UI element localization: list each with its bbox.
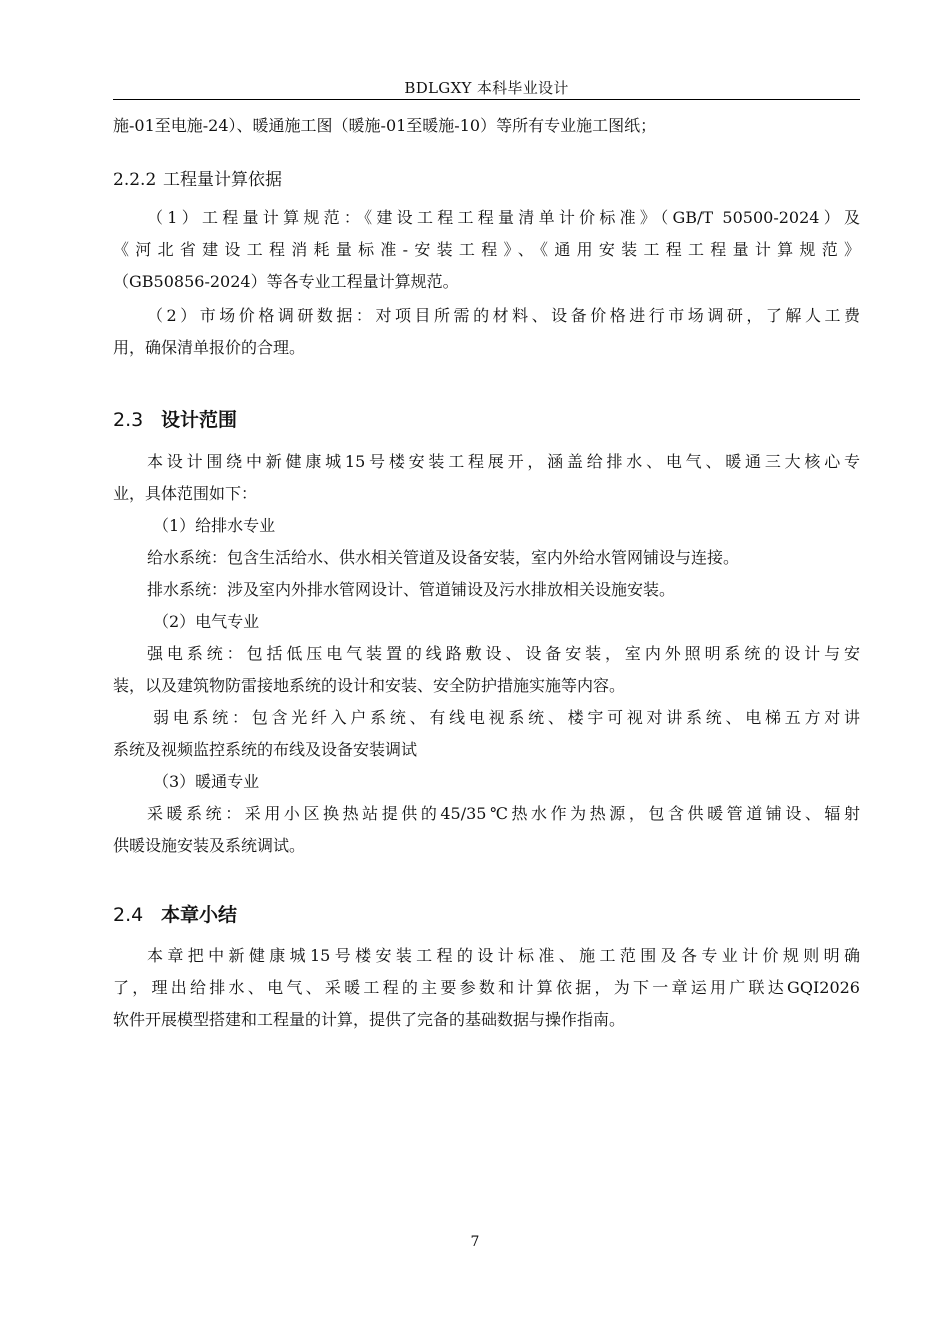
section-title: 本章小结 — [161, 904, 238, 926]
running-header: BDLGXY 本科毕业设计 — [404, 79, 569, 97]
text-line: 供暖设施安装及系统调试。 — [113, 836, 306, 855]
section-title: 工程量计算依据 — [163, 170, 282, 190]
text-line: 本章把中新健康城15号楼安装工程的设计标准、施工范围及各专业计价规则明确 — [147, 946, 860, 965]
text-line: 弱电系统：包含光纤入户系统、有线电视系统、楼宇可视对讲系统、电梯五方对讲 — [153, 708, 860, 727]
section-heading-2-3 — [113, 405, 237, 435]
paragraph-market-price — [113, 300, 860, 364]
text-line: 本设计围绕中新健康城15号楼安装工程展开，涵盖给排水、电气、暖通三大核心专 — [147, 452, 860, 471]
section-2-3-body — [113, 446, 860, 862]
section-number: 2.3 — [113, 409, 144, 431]
text-line: 排水系统：涉及室内外排水管网设计、管道铺设及污水排放相关设施安装。 — [147, 580, 676, 599]
subheading-plumbing: （1）给排水专业 — [153, 516, 276, 535]
text-line: 《河北省建设工程消耗量标准-安装工程》、《通用安装工程工程量计算规范》 — [113, 240, 860, 259]
section-title: 设计范围 — [161, 409, 238, 431]
text-line: 了，理出给排水、电气、采暖工程的主要参数和计算依据，为下一章运用广联达GQI2026 — [113, 978, 860, 997]
text-line: 用，确保清单报价的合理。 — [113, 338, 306, 357]
text-line: 业，具体范围如下： — [113, 484, 258, 503]
text-line: 系统及视频监控系统的布线及设备安装调试 — [113, 740, 418, 759]
text-line: （GB50856-2024）等各专业工程量计算规范。 — [113, 272, 459, 291]
text-line: 施-01至电施-24）、暖通施工图（暖施-01至暖施-10）等所有专业施工图纸； — [113, 116, 657, 135]
section-number: 2.2.2 — [113, 170, 157, 190]
text-line: 强电系统：包括低压电气装置的线路敷设、设备安装，室内外照明系统的设计与安 — [147, 644, 860, 663]
subheading-hvac: （3）暖通专业 — [153, 772, 260, 791]
text-line: 采暖系统：采用小区换热站提供的45/35℃热水作为热源，包含供暖管道铺设、辐射 — [147, 804, 860, 823]
text-line: 装，以及建筑物防雷接地系统的设计和安装、安全防护措施实施等内容。 — [113, 676, 626, 695]
header-rule — [113, 99, 860, 100]
subheading-electrical: （2）电气专业 — [153, 612, 260, 631]
section-number: 2.4 — [113, 904, 144, 926]
chapter-summary-paragraph — [113, 940, 860, 1036]
paragraph-calc-rules — [113, 202, 860, 298]
section-heading-2-2-2 — [113, 166, 282, 194]
text-line: （2）市场价格调研数据：对项目所需的材料、设备价格进行市场调研，了解人工费 — [147, 306, 860, 325]
text-line: 软件开展模型搭建和工程量的计算，提供了完备的基础数据与操作指南。 — [113, 1010, 626, 1029]
text-line: 给水系统：包含生活给水、供水相关管道及设备安装，室内外给水管网铺设与连接。 — [147, 548, 740, 567]
continuation-paragraph — [113, 110, 860, 142]
page-number: 7 — [470, 1234, 480, 1250]
section-heading-2-4 — [113, 900, 237, 930]
text-line: （1）工程量计算规范：《建设工程工程量清单计价标准》（GB/T 50500-2024）及 — [147, 208, 860, 227]
